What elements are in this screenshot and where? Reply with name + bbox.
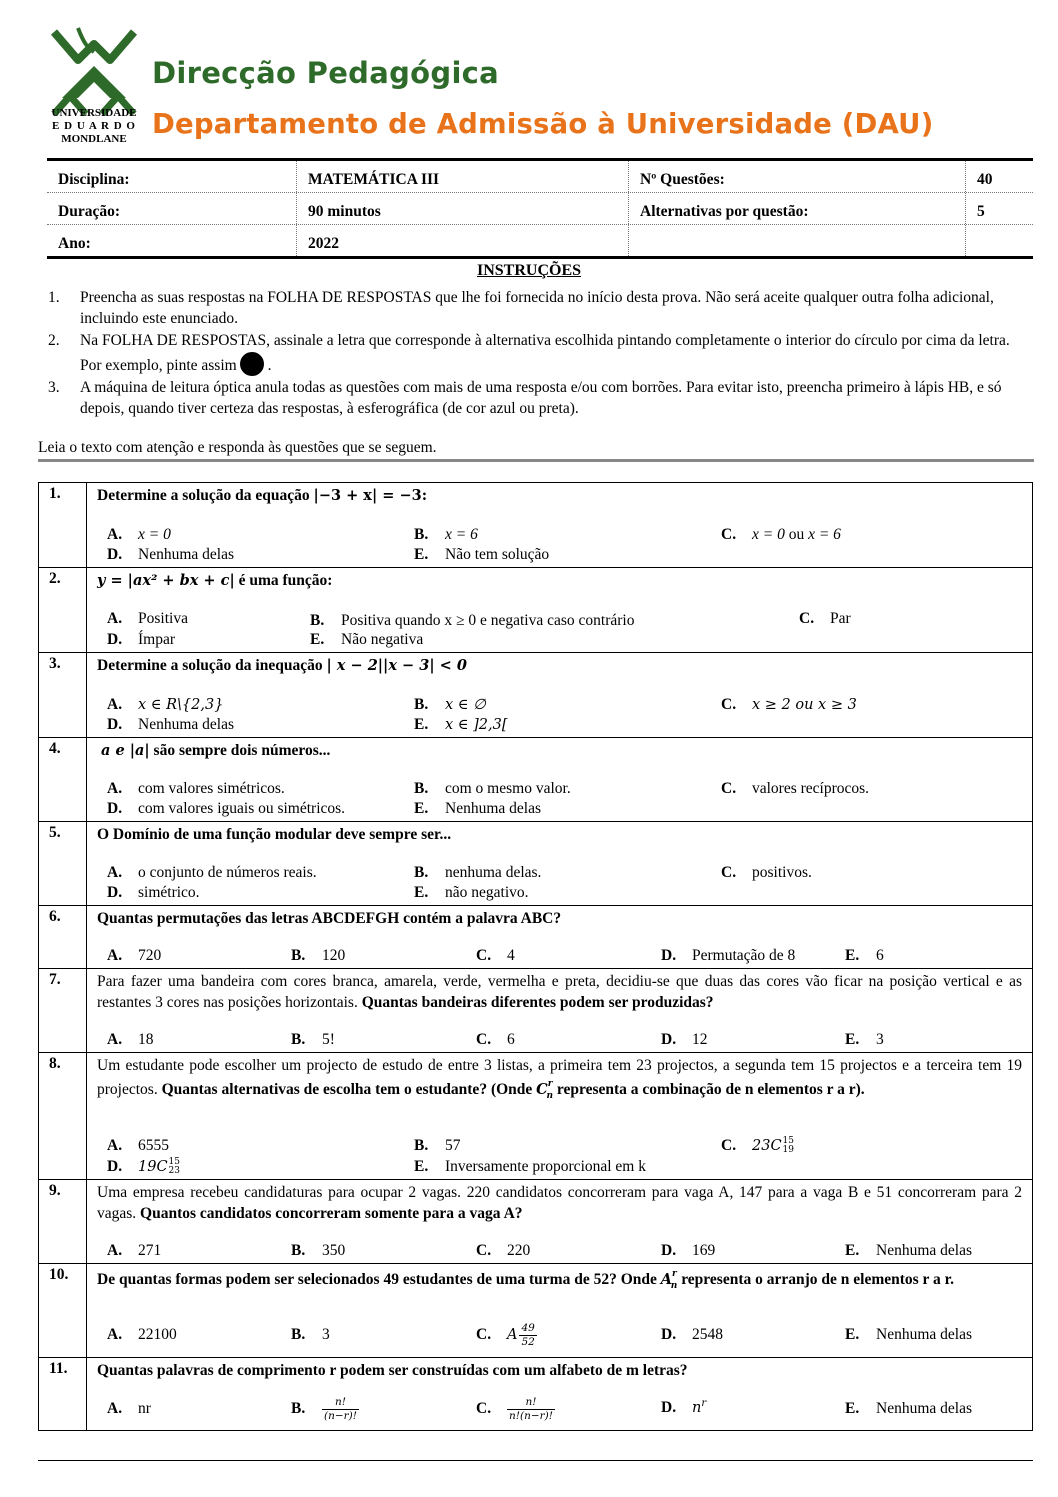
option-c: C. A $\frac{49}{52}$: [476, 1322, 535, 1348]
option-b: B. 120: [291, 947, 346, 964]
option-e: E. Nenhuma delas: [845, 1326, 972, 1343]
question-row: [39, 653, 1032, 738]
option-fraction: [507, 1396, 555, 1423]
question-row: [39, 906, 1032, 969]
info-row: [47, 225, 1033, 256]
option-d: D. 2548: [661, 1326, 723, 1343]
question-row: [39, 1180, 1032, 1264]
option-sup: r: [701, 1398, 707, 1409]
question-text: [97, 971, 1022, 1013]
arrangement-symbol: [660, 1269, 678, 1291]
option-text: 4: [507, 947, 515, 964]
option-b: B. x = 6: [414, 526, 478, 543]
option-d: D. com valores iguais ou simétricos.: [107, 800, 346, 817]
option-text: 220: [507, 1242, 531, 1259]
option-b: B. 5!: [291, 1031, 335, 1048]
question-number: 11.: [39, 1358, 87, 1430]
question-row: [39, 969, 1032, 1053]
option-sub: 23: [168, 1166, 180, 1177]
option-b: B. 57: [414, 1137, 461, 1154]
option-text: x ≥ 2 ou x ≥ 3: [752, 697, 857, 713]
header-subtitle: Departamento de Admissão à Universidade (DAU): [152, 108, 934, 140]
option-text: 22100: [138, 1326, 177, 1343]
option-text: 3: [322, 1326, 330, 1343]
option-text: 271: [138, 1242, 162, 1259]
option-a: A. Positiva: [107, 610, 188, 627]
question-text: Quantas permutações das letras ABCDEFGH contém a palavra ABC?: [97, 910, 562, 927]
question-body: [87, 1053, 1032, 1179]
fraction-num: n!: [322, 1396, 359, 1410]
option-e: E. Nenhuma delas: [845, 1400, 972, 1417]
question-number: 7.: [39, 969, 87, 1052]
instruction-text: A máquina de leitura óptica anula todas as questões com mais de uma resposta e/ou com borrões. Para evitar isto, preencha primeiro à lápis HB, e só depois, quando tiver certeza das respostas, à esferográfica (de cor azul ou preta).: [80, 379, 1002, 417]
footer-divider: [38, 1460, 1033, 1461]
question-row: [39, 1358, 1032, 1430]
option-text: Nenhuma delas: [876, 1326, 972, 1343]
option-text: simétrico.: [138, 884, 200, 901]
info-value: 40: [977, 171, 993, 188]
fraction-den: (n−r)!: [324, 1410, 357, 1422]
option-text: 120: [322, 947, 346, 964]
question-text: O Domínio de uma função modular deve sempre ser...: [97, 826, 452, 843]
university-logo: [48, 26, 140, 151]
question-ask: Quantas bandeiras diferentes podem ser produzidas?: [357, 994, 714, 1011]
fraction-den: 52: [521, 1336, 535, 1348]
info-label: [629, 225, 966, 256]
question-body: [87, 738, 1032, 821]
option-text: 6: [876, 947, 884, 964]
option-c: C. x = 0 ou x = 6: [721, 526, 841, 543]
question-row: [39, 822, 1032, 906]
question-body: [87, 1358, 1032, 1430]
info-label: Ano:: [47, 225, 297, 256]
option-text: x = 6: [445, 526, 478, 543]
option-text: 5!: [322, 1031, 335, 1048]
option-text: x = 0: [752, 526, 785, 543]
info-label: Alternativas por questão:: [629, 193, 966, 224]
question-body: [87, 483, 1032, 567]
option-text: com o mesmo valor.: [445, 780, 571, 797]
option-text: nenhuma delas.: [445, 864, 542, 881]
question-row: [39, 738, 1032, 822]
option-a: A. 6555: [107, 1137, 169, 1154]
instruction-text: Na FOLHA DE RESPOSTAS, assinale a letra que corresponde à alternativa escolhida pintando completamente o interior do círculo por cima da letra. Por exemplo, pinte assim: [80, 332, 1010, 374]
question-body: [87, 969, 1032, 1052]
question-body: [87, 1180, 1032, 1263]
logo-emblem-icon: [48, 26, 140, 116]
logo-text-line-2: E D U A R D O: [52, 120, 136, 132]
option-b: B. $\frac{n!}{(n-r)!}$: [291, 1396, 357, 1422]
option-b: B. com o mesmo valor.: [414, 780, 571, 797]
instruction-item: [48, 288, 1018, 329]
option-text: 350: [322, 1242, 346, 1259]
option-text: 57: [445, 1137, 461, 1154]
question-number: 5.: [39, 822, 87, 905]
option-e: E. Nenhuma delas: [845, 1242, 972, 1259]
symbol-sup: r: [672, 1269, 677, 1279]
option-a: A. 271: [107, 1242, 162, 1259]
option-c: C. $\frac{n!}{n!(n-r)!}$: [476, 1396, 553, 1422]
option-d: D. $n^r$: [661, 1398, 707, 1417]
header-title: Direcção Pedagógica: [152, 56, 500, 90]
option-b: B. x ∈ ∅: [414, 696, 486, 713]
option-d: D. Permutação de 8: [661, 947, 796, 964]
option-d: D. Ímpar: [107, 631, 176, 648]
option-text: Nenhuma delas: [445, 800, 541, 817]
option-d: D. 12: [661, 1031, 708, 1048]
option-text: 12: [692, 1031, 708, 1048]
question-body: [87, 822, 1032, 905]
question-number: 6.: [39, 906, 87, 968]
question-number: 10.: [39, 1264, 87, 1357]
option-d: D. simétrico.: [107, 884, 200, 901]
option-text: ou: [784, 526, 809, 543]
question-ask-end: representa o arranjo de n elementos r a r.: [677, 1270, 954, 1288]
logo-text-line-1: UNIVERSIDADE: [51, 107, 137, 119]
info-value: 5: [977, 203, 985, 220]
divider: [38, 459, 1034, 462]
question-text: [97, 1266, 1022, 1297]
option-text: x ∈ R\{2,3}: [138, 697, 224, 713]
option-text: valores recíprocos.: [752, 780, 870, 797]
option-text: 19C: [138, 1159, 168, 1175]
instruction-text-end: .: [267, 356, 272, 374]
question-stem: é uma função:: [234, 572, 333, 589]
option-text: com valores iguais ou simétricos.: [138, 800, 346, 817]
option-a: A. nr: [107, 1400, 151, 1417]
option-a: A. 18: [107, 1031, 154, 1048]
instruction-text: Preencha as suas respostas na FOLHA DE RESPOSTAS que lhe foi fornecida no início desta prova. Não será aceite qualquer outra folha adicional, incluindo este enunciado.: [80, 289, 994, 327]
option-text: Positiva quando x ≥ 0 e negativa caso contrário: [341, 612, 635, 629]
question-body: [87, 1264, 1032, 1357]
question-ask: Quantos candidatos concorreram somente para a vaga A?: [136, 1205, 523, 1222]
option-e: E. 3: [845, 1031, 884, 1048]
option-c: C. valores recíprocos.: [721, 780, 870, 797]
question-number: 9.: [39, 1180, 87, 1263]
option-e: E. não negativo.: [414, 884, 529, 901]
option-text: 169: [692, 1242, 716, 1259]
option-a: A. 720: [107, 947, 162, 964]
option-text: Nenhuma delas: [138, 716, 234, 733]
info-label: Duração:: [47, 193, 297, 224]
filled-circle-icon: [240, 352, 264, 376]
option-text: 23C: [752, 1138, 782, 1154]
question-number: 4.: [39, 738, 87, 821]
instruction-text-wrap: [80, 331, 1018, 376]
option-c: C. 23C 15 19: [721, 1136, 794, 1156]
question-text: Quantas palavras de comprimento r podem ser construídas com um alfabeto de m letras?: [97, 1362, 688, 1379]
option-text: não negativo.: [445, 884, 529, 901]
question-body: [87, 653, 1032, 737]
option-text: Nenhuma delas: [138, 546, 234, 563]
option-text: Não tem solução: [445, 546, 550, 563]
option-text: Nenhuma delas: [876, 1242, 972, 1259]
option-sup: 15: [168, 1157, 180, 1168]
option-c: C. 4: [476, 947, 515, 964]
info-row: [47, 161, 1033, 193]
exam-info-table: [47, 158, 1033, 259]
option-text: n: [692, 1400, 702, 1417]
option-text: 6: [507, 1031, 515, 1048]
fraction-den: n!(n−r)!: [509, 1410, 553, 1422]
option-text: x ∈ ∅: [445, 697, 486, 713]
questions-table: [38, 482, 1033, 1431]
option-text: com valores simétricos.: [138, 780, 285, 797]
option-fraction: [519, 1322, 536, 1349]
option-text: Não negativa: [341, 631, 424, 648]
option-text: x ∈ ]2,3[: [445, 717, 508, 733]
option-a: A. x = 0: [107, 526, 171, 543]
question-stem: Para fazer uma bandeira com cores branca, amarela, verde, vermelha e preta, decidiu-se que duas das cores vão ficar na posição vertical e as restantes 3 cores nas posições horizontais.: [97, 973, 1022, 1011]
question-math: |−3 + x| = −3:: [313, 487, 428, 504]
option-text: 6555: [138, 1137, 169, 1154]
option-e: E. Nenhuma delas: [414, 800, 541, 817]
question-stem: Um estudante pode escolher um projecto de estudo de entre 3 listas, a primeira tem 23 projectos, a segunda tem 15 projectos e a terceira tem 19 projectos.: [97, 1057, 1022, 1098]
option-c: C. Par: [799, 610, 851, 627]
question-ask-end: representa a combinação de n elementos r a r).: [553, 1080, 865, 1098]
question-number: 1.: [39, 483, 87, 567]
question-text: [97, 740, 1022, 761]
fraction-num: 49: [521, 1322, 535, 1334]
question-body: [87, 568, 1032, 652]
option-text: positivos.: [752, 864, 812, 881]
question-row: [39, 483, 1032, 568]
option-text: Ímpar: [138, 631, 176, 648]
info-value: MATEMÁTICA III: [297, 161, 629, 192]
question-stem: são sempre dois números...: [149, 742, 331, 759]
question-math: | x − 2||x − 3| < 0: [326, 657, 467, 674]
question-math: a e |a|: [101, 742, 150, 759]
question-text: [97, 485, 1022, 506]
option-text: Positiva: [138, 610, 188, 627]
symbol-base: A: [660, 1270, 673, 1288]
option-text: Inversamente proporcional em k: [445, 1158, 646, 1175]
option-b: B. 3: [291, 1326, 330, 1343]
symbol-sub: n: [670, 1280, 678, 1291]
combination-symbol: [536, 1079, 553, 1101]
fraction-num: n!: [507, 1396, 555, 1410]
instructions-list: [48, 288, 1018, 421]
logo-text-line-3: MONDLANE: [61, 133, 127, 145]
symbol-sub: n: [546, 1090, 553, 1101]
option-sup: 15: [782, 1136, 794, 1147]
question-stem: De quantas formas podem ser selecionados 49 estudantes de uma turma de 52? Onde: [97, 1270, 657, 1288]
question-text: [97, 570, 1022, 591]
question-stem: Determine a solução da inequação: [97, 657, 323, 674]
option-a: A. 22100: [107, 1326, 177, 1343]
instruction-item: [48, 378, 1018, 419]
info-label: Disciplina:: [47, 161, 297, 192]
question-number: 2.: [39, 568, 87, 652]
instruction-number: 2.: [48, 332, 60, 349]
option-a: A. com valores simétricos.: [107, 780, 285, 797]
option-text: A: [507, 1327, 518, 1344]
option-b: B. Positiva quando x ≥ 0 e negativa caso contrário: [310, 612, 635, 629]
option-c: C. positivos.: [721, 864, 812, 881]
info-row: [47, 193, 1033, 225]
option-a: A. o conjunto de números reais.: [107, 864, 317, 881]
option-text: x = 6: [808, 526, 841, 543]
question-math: y = |ax² + bx + c|: [97, 572, 235, 589]
question-row: [39, 1053, 1032, 1180]
option-text: Par: [830, 610, 851, 627]
question-number: 8.: [39, 1053, 87, 1179]
question-row: [39, 1264, 1032, 1358]
option-c: C. x ≥ 2 ou x ≥ 3: [721, 696, 857, 713]
option-d: D. Nenhuma delas: [107, 546, 234, 563]
option-e: E. x ∈ ]2,3[: [414, 716, 508, 733]
option-fraction: [322, 1396, 359, 1423]
question-number: 3.: [39, 653, 87, 737]
instructions-title: INSTRUÇÕES: [476, 262, 582, 279]
option-text: x = 0: [138, 526, 171, 543]
option-d: D. 169: [661, 1242, 716, 1259]
option-text: o conjunto de números reais.: [138, 864, 317, 881]
option-e: E. 6: [845, 947, 884, 964]
question-text: [97, 655, 1022, 676]
lead-text: Leia o texto com atenção e responda às questões que se seguem.: [38, 439, 437, 456]
instruction-item: [48, 331, 1018, 376]
option-text: 3: [876, 1031, 884, 1048]
option-a: A. x ∈ R\{2,3}: [107, 696, 224, 713]
question-row: [39, 568, 1032, 653]
instruction-number: 3.: [48, 379, 60, 396]
option-d: D. 19C 15 23: [107, 1157, 180, 1177]
symbol-base: C: [536, 1080, 548, 1098]
question-text: [97, 1182, 1022, 1224]
option-d: D. Nenhuma delas: [107, 716, 234, 733]
option-sub: 19: [782, 1145, 794, 1156]
info-value: 90 minutos: [297, 193, 629, 224]
option-text: Permutação de 8: [692, 947, 796, 964]
question-stem: Determine a solução da equação: [97, 487, 310, 504]
option-e: E. Não tem solução: [414, 546, 550, 563]
option-b: B. 350: [291, 1242, 346, 1259]
info-label: Nº Questões:: [629, 161, 966, 192]
option-b: B. nenhuma delas.: [414, 864, 542, 881]
option-e: E. Não negativa: [310, 631, 424, 648]
question-body: [87, 906, 1032, 968]
option-text: nr: [138, 1400, 151, 1417]
option-c: C. 6: [476, 1031, 515, 1048]
info-value: 2022: [297, 225, 629, 256]
option-c: C. 220: [476, 1242, 531, 1259]
symbol-sup: r: [547, 1079, 553, 1089]
question-ask: Quantas alternativas de escolha tem o estudante? (Onde: [157, 1080, 533, 1098]
question-text: [97, 1055, 1022, 1107]
option-text: 720: [138, 947, 162, 964]
option-text: Nenhuma delas: [876, 1400, 972, 1417]
option-text: 18: [138, 1031, 154, 1048]
question-stem: Uma empresa recebeu candidaturas para ocupar 2 vagas. 220 candidatos concorreram para vaga A, 147 para a vaga B e 51 concorreram para 2 vagas.: [97, 1184, 1022, 1222]
option-e: E. Inversamente proporcional em k: [414, 1158, 646, 1175]
option-text: 2548: [692, 1326, 723, 1343]
instruction-number: 1.: [48, 289, 60, 306]
info-value: [966, 225, 1033, 256]
